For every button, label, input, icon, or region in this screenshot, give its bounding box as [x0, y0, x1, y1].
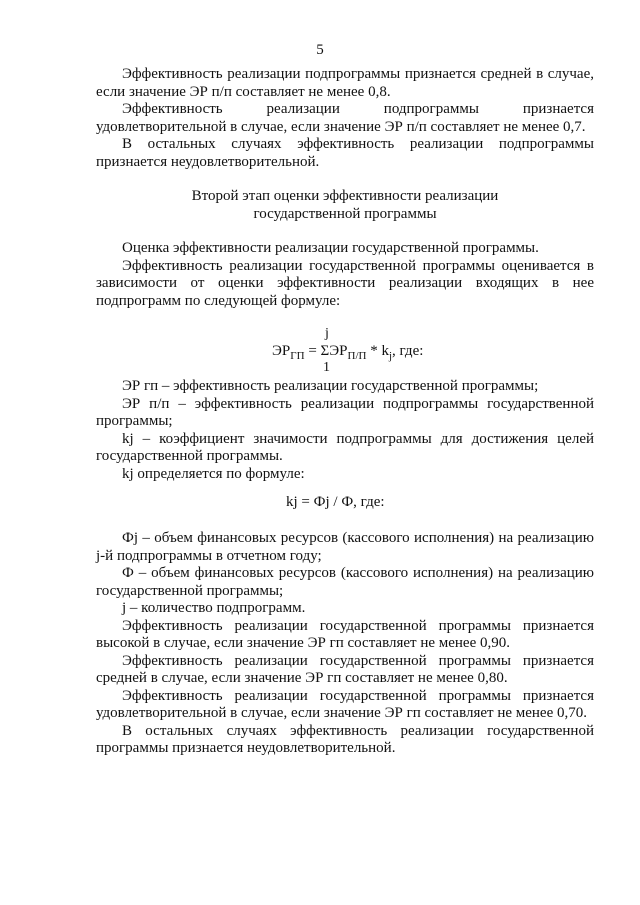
paragraph: В остальных случаях эффективность реализации подпрограммы признается неудовлетворительной. [96, 136, 594, 170]
formula-term: ЭР [329, 343, 348, 359]
paragraph-block-2 [96, 240, 594, 310]
paragraph-block-4 [96, 530, 594, 758]
sigma-lower-limit: 1 [323, 360, 330, 375]
formula-lhs-subscript: ГП [290, 350, 305, 362]
paragraph: Ф – объем финансовых ресурсов (кассового исполнения) на реализацию государственной программы; [96, 565, 594, 599]
paragraph: kj определяется по формуле: [122, 465, 305, 482]
paragraph: Оценка эффективности реализации государственной программы. [122, 240, 539, 256]
sigma-upper-limit: j [325, 326, 329, 341]
formula-term-subscript: П/П [347, 350, 367, 362]
page-number: 5 [316, 42, 324, 58]
formula-kj: kj = Фj / Ф, где: [286, 494, 385, 510]
paragraph: Эффективность реализации государственной программы признается высокой в случае, если значение ЭР гп составляет не менее 0,90. [96, 617, 594, 651]
formula-tail: , где: [392, 343, 424, 359]
formula-er-gp [272, 343, 423, 360]
paragraph: Эффективность реализации государственной программы признается удовлетворительной в случае, если значение ЭР гп составляет не менее 0,70. [96, 687, 594, 721]
paragraph: kj – коэффициент значимости подпрограммы для достижения целей государственной программы. [96, 430, 594, 464]
formula-equals: = [304, 343, 321, 359]
paragraph: Эффективность реализации подпрограммы признается удовлетворительной в случае, если значение ЭР п/п составляет не менее 0,7. [96, 101, 594, 135]
paragraph: j – количество подпрограмм. [122, 600, 306, 616]
paragraph-block-3 [96, 378, 594, 483]
paragraph: ЭР п/п – эффективность реализации подпрограммы государственной программы; [96, 395, 594, 429]
paragraph: Эффективность реализации государственной программы оценивается в зависимости от оценки эффективности реализации входящих в нее подпрограмм по следующей формуле: [96, 257, 594, 309]
heading-line-1: Второй этап оценки эффективности реализации [191, 188, 499, 204]
heading-line-2: государственной программы [253, 205, 437, 222]
paragraph-block-1 [96, 66, 594, 171]
formula-lhs: ЭР [272, 343, 291, 359]
formula-sigma: Σ [320, 343, 330, 359]
paragraph: Эффективность реализации государственной программы признается средней в случае, если значение ЭР гп составляет не менее 0,80. [96, 652, 594, 686]
paragraph: Эффективность реализации подпрограммы признается средней в случае, если значение ЭР п/п составляет не менее 0,8. [96, 66, 594, 100]
section-heading [96, 188, 594, 223]
formula-k-subscript: j [388, 350, 393, 362]
formula-mult: * k [366, 343, 389, 359]
paragraph: В остальных случаях эффективность реализации государственной программы признается неудовлетворительной. [96, 722, 594, 756]
paragraph: Фj – объем финансовых ресурсов (кассового исполнения) на реализацию j-й подпрограммы в отчетном году; [96, 530, 594, 564]
paragraph: ЭР гп – эффективность реализации государственной программы; [122, 378, 539, 394]
